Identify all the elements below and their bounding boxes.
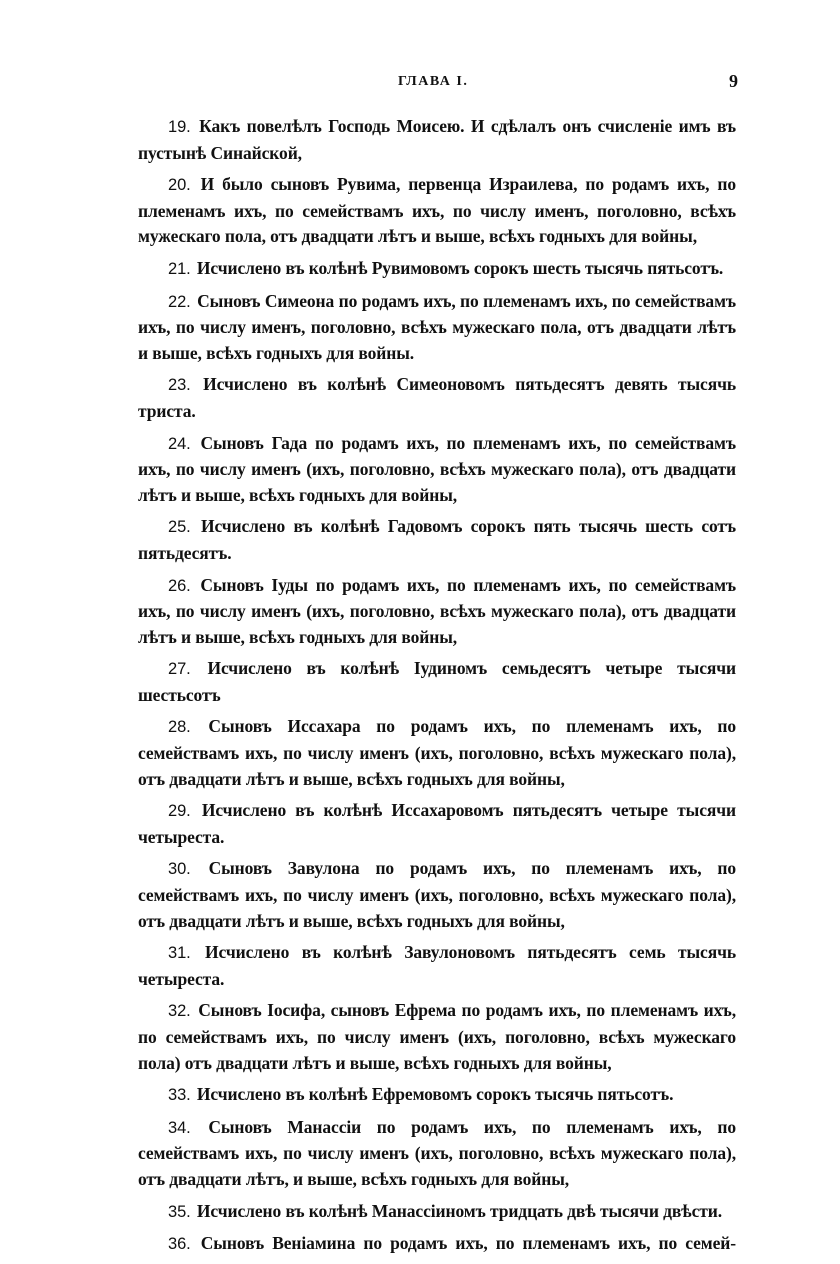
running-head: ГЛАВА I. bbox=[398, 74, 469, 89]
page-header bbox=[138, 71, 738, 98]
verse-text: Сыновъ Гада по родамъ ихъ, по племенамъ ихъ, по семействамъ ихъ, по числу именъ (ихъ, поголовно, всѣхъ мужескаго пола), отъ двадцати лѣтъ и выше, всѣхъ годныхъ для войны, bbox=[138, 432, 736, 505]
verse-text: Какъ повелѣлъ Господь Моисею. И сдѣлалъ онъ счисленіе имъ въ пустынѣ Синайской, bbox=[138, 116, 736, 163]
verse-text: Сыновъ Манассіи по родамъ ихъ, по племенамъ ихъ, по семействамъ ихъ, по числу именъ (ихъ, поголовно, всѣхъ мужескаго пола), отъ двадцати лѣтъ, и выше, всѣхъ годныхъ для войны, bbox=[138, 1116, 736, 1189]
verse-23 bbox=[138, 372, 736, 424]
verse-26 bbox=[138, 573, 736, 651]
verse-number: 35. bbox=[168, 1202, 191, 1221]
verse-text: Сыновъ Симеона по родамъ ихъ, по племенамъ ихъ, по семействамъ ихъ, по числу именъ, поголовно, всѣхъ мужескаго пола, отъ двадцати лѣтъ и выше, всѣхъ годныхъ для войны. bbox=[138, 290, 736, 363]
verse-text: Исчислено въ колѣнѣ Завулоновомъ пятьдесятъ семь тысячь четыреста. bbox=[138, 942, 736, 989]
verse-number: 31. bbox=[168, 944, 191, 963]
verse-27 bbox=[138, 656, 736, 708]
verse-text: Сыновъ Завулона по родамъ ихъ, по племенамъ ихъ, по семействамъ ихъ, по числу именъ (ихъ, поголовно, всѣхъ мужескаго пола), отъ двадцати лѣтъ и выше, всѣхъ годныхъ для войны, bbox=[138, 858, 737, 931]
verse-text: Исчислено въ колѣнѣ Манассіиномъ тридцать двѣ тысячи двѣсти. bbox=[196, 1200, 722, 1221]
verse-list bbox=[138, 114, 736, 1264]
verse-number: 23. bbox=[168, 376, 191, 395]
verse-28 bbox=[138, 714, 736, 792]
verse-25 bbox=[138, 514, 736, 566]
verse-number: 20. bbox=[168, 176, 191, 195]
verse-number: 36. bbox=[168, 1235, 191, 1254]
verse-number: 21. bbox=[168, 259, 191, 278]
verse-text: Исчислено въ колѣнѣ Иссахаровомъ пятьдесятъ четыре тысячи четыреста. bbox=[138, 800, 736, 847]
verse-text: Сыновъ Веніамина по родамъ ихъ, по племенамъ ихъ, по семей- bbox=[200, 1233, 737, 1254]
verse-text: Исчислено въ колѣнѣ Симеоновомъ пятьдесятъ девять тысячь триста. bbox=[138, 374, 736, 421]
verse-number: 25. bbox=[168, 518, 191, 537]
verse-number: 19. bbox=[168, 118, 191, 136]
verse-32 bbox=[138, 998, 736, 1076]
verse-number: 27. bbox=[168, 660, 191, 679]
verse-number: 22. bbox=[168, 292, 191, 311]
verse-22 bbox=[138, 289, 736, 367]
verse-number: 29. bbox=[168, 802, 191, 821]
verse-34 bbox=[138, 1115, 736, 1193]
verse-33 bbox=[138, 1082, 736, 1109]
verse-text: Сыновъ Іуды по родамъ ихъ, по племенамъ ихъ, по семействамъ ихъ, по числу именъ (ихъ, поголовно, всѣхъ мужескаго пола), отъ двадцати лѣтъ и выше, всѣхъ годныхъ для войны, bbox=[138, 574, 736, 647]
verse-30 bbox=[138, 856, 736, 934]
verse-text: Сыновъ Иссахара по родамъ ихъ, по племенамъ ихъ, по семействамъ ихъ, по числу именъ (ихъ, поголовно, всѣхъ мужескаго пола), отъ двадцати лѣтъ и выше, всѣхъ годныхъ для войны, bbox=[138, 716, 736, 789]
page-number: 9 bbox=[729, 71, 738, 91]
verse-text: Исчислено въ колѣнѣ Іудиномъ семьдесятъ четыре тысячи шестьсотъ bbox=[138, 658, 736, 705]
verse-20 bbox=[138, 172, 736, 250]
verse-19 bbox=[138, 114, 736, 166]
verse-number: 34. bbox=[168, 1118, 191, 1137]
verse-text: Исчислено въ колѣнѣ Гадовомъ сорокъ пять тысячь шесть сотъ пятьдесятъ. bbox=[138, 516, 737, 563]
verse-number: 32. bbox=[168, 1002, 191, 1021]
verse-text: И было сыновъ Рувима, первенца Израилева, по родамъ ихъ, по племенамъ ихъ, по семействамъ ихъ, по числу именъ, поголовно, всѣхъ мужескаго пола, отъ двадцати лѣтъ и выше, всѣхъ годныхъ для войны, bbox=[138, 174, 736, 247]
verse-21 bbox=[138, 256, 736, 283]
verse-36 bbox=[138, 1231, 736, 1258]
verse-number: 33. bbox=[168, 1086, 191, 1105]
verse-number: 28. bbox=[168, 718, 191, 737]
verse-24 bbox=[138, 431, 736, 509]
verse-text: Сыновъ Іосифа, сыновъ Ефрема по родамъ ихъ, по племенамъ ихъ, по семействамъ ихъ, по числу именъ (ихъ, поголовно, всѣхъ мужескаго пола) отъ двадцати лѣтъ и выше, всѣхъ годныхъ для войны, bbox=[138, 1000, 736, 1073]
verse-35 bbox=[138, 1199, 736, 1226]
verse-number: 30. bbox=[168, 860, 191, 879]
verse-number: 24. bbox=[168, 434, 191, 453]
verse-number: 26. bbox=[168, 576, 191, 595]
verse-29 bbox=[138, 798, 736, 850]
verse-text: Исчислено въ колѣнѣ Ефремовомъ сорокъ тысячь пятьсотъ. bbox=[196, 1084, 674, 1105]
verse-text: Исчислено въ колѣнѣ Рувимовомъ сорокъ шесть тысячь пятьсотъ. bbox=[196, 257, 724, 278]
verse-31 bbox=[138, 940, 736, 992]
